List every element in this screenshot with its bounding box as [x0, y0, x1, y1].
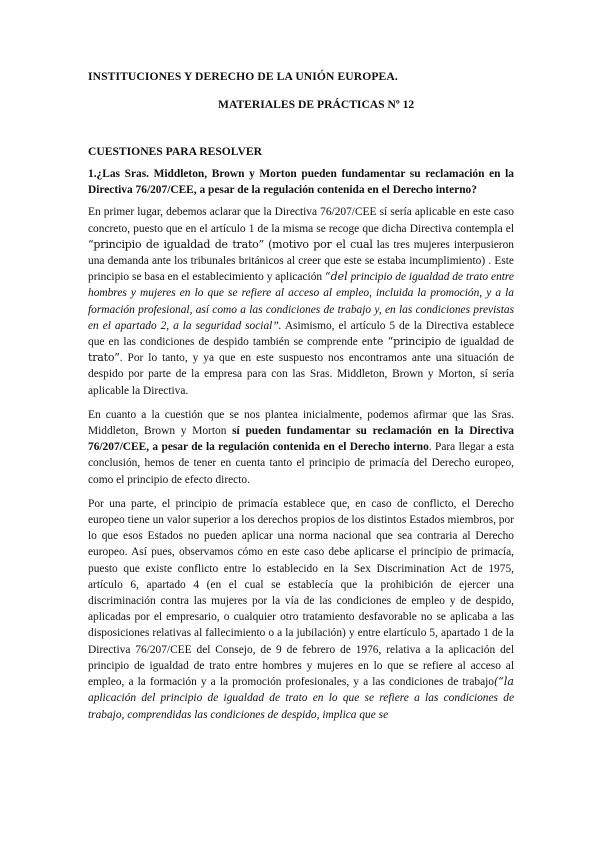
course-title: INSTITUCIONES Y DERECHO DE LA UNIÓN EUROPEA.	[88, 70, 398, 83]
p3-handwritten-la: (“la	[494, 675, 514, 689]
materials-title: MATERIALES DE PRÁCTICAS Nº 12	[218, 98, 415, 111]
question-heading: 1.¿Las Sras. Middleton, Brown y Morton pueden fundamentar su reclamación en la Directiva 76/207/CEE, a pesar de la regulación contenida en el Derecho interno?	[88, 168, 514, 197]
p2-text-c: . Para llegar a esta conclusión, hemos de tener en cuenta tanto el principio de primacía del Derecho europeo, como el principio de efecto directo.	[88, 441, 515, 486]
p1-handwritten-quote: “principio de igualdad de trato”	[88, 237, 265, 251]
p1-handwritten-motivo: (motivo por el cual	[268, 237, 373, 251]
section-heading: CUESTIONES PARA RESOLVER	[88, 145, 262, 158]
p3-italic-quote: aplicación del principio de igualdad de trato en lo que se refiere a las condiciones de trabajo, comprendidas las condiciones de despido, implica que se	[88, 692, 514, 721]
p2-bold-conclusion: sí pueden fundamentar su reclamación en la Directiva 76/207/CEE, a pesar de la regulación contenida en el Derecho interno	[88, 425, 514, 454]
p1-text-m: . Por lo tanto, y ya que en este suspuesto nos encontramos ante una situación de despido por parte de la empresa para con las Sras. Middleton, Brown y Morton, sí sería aplicable la Directiva.	[88, 352, 514, 397]
paragraph-2	[88, 407, 514, 488]
p1-text-e: las tres mujeres interpusieron una demanda ante los tribunales británicos al creer que este se estaba incumplimiento) . Este principio se basa en el establecimiento y aplicación	[88, 238, 514, 284]
p1-handwritten-trato: trato”	[88, 351, 120, 365]
p1-text-k: de igualdad de	[441, 336, 514, 349]
p1-handwritten-principio: te “principio	[372, 335, 442, 349]
p1-handwritten-del: “del	[325, 270, 348, 284]
p1-text-i: Asimismo, el artículo 5 de la Directiva establece que en las condiciones de despido también se comprende en	[88, 319, 514, 349]
document-body	[88, 166, 514, 731]
p2-text-a: En cuanto a la cuestión que se nos plantea inicialmente, podemos afirmar que las Sras. Middleton, Brown y Morton	[88, 408, 514, 438]
p1-close-quote: ”.	[272, 319, 282, 332]
p1-italic-quote: principio de igualdad de trato entre hombres y mujeres en lo que se refiere al acceso al empleo, incluida la promoción, y a la formación profesional, así como a las condiciones de trabajo y, en las condiciones previstas en el apartado 2, a la seguridad social	[88, 271, 514, 332]
paragraph-3	[88, 496, 514, 723]
p1-text-a: En primer lugar, debemos aclarar que la Directiva 76/207/CEE sí sería aplicable en este caso concreto, puesto que en el artículo 1 de la misma se recoge que dicha Directiva contempla el	[88, 206, 514, 235]
paragraph-1	[88, 204, 514, 398]
p3-text-a: Por una parte, el principio de primacía establece que, en caso de conflicto, el Derecho europeo tiene un valor superior a los derechos propios de los distintos Estados miembros, por lo que esos Estados no pueden aplicar una norma nacional que sea contraria al Derecho europeo. Así pues, observamos cómo en este caso debe aplicarse el principio de primacía, puesto que existe conflicto entre lo establecido en la Sex Discrimination Act de 1975, artículo 6, apartado 4 (en el cual se establecía que la prohibición de ejercer una discriminación contra las mujeres por la vía de las condiciones de empleo y de despido, aplicadas por el empresario, o cualquier otro tratamiento desfavorable no se aplicaba a las disposiciones relativas al fallecimiento o a la jubilación) y entre elartículo 5, apartado 1 de la Directiva 76/207/CEE del Consejo, de 9 de febrero de 1976, relativa a la aplicación del principio de igualdad de trato entre hombres y mujeres en lo que se refiere al acceso al empleo, a la formación y a la promoción profesionales, y a las condiciones de trabajo	[88, 497, 514, 689]
